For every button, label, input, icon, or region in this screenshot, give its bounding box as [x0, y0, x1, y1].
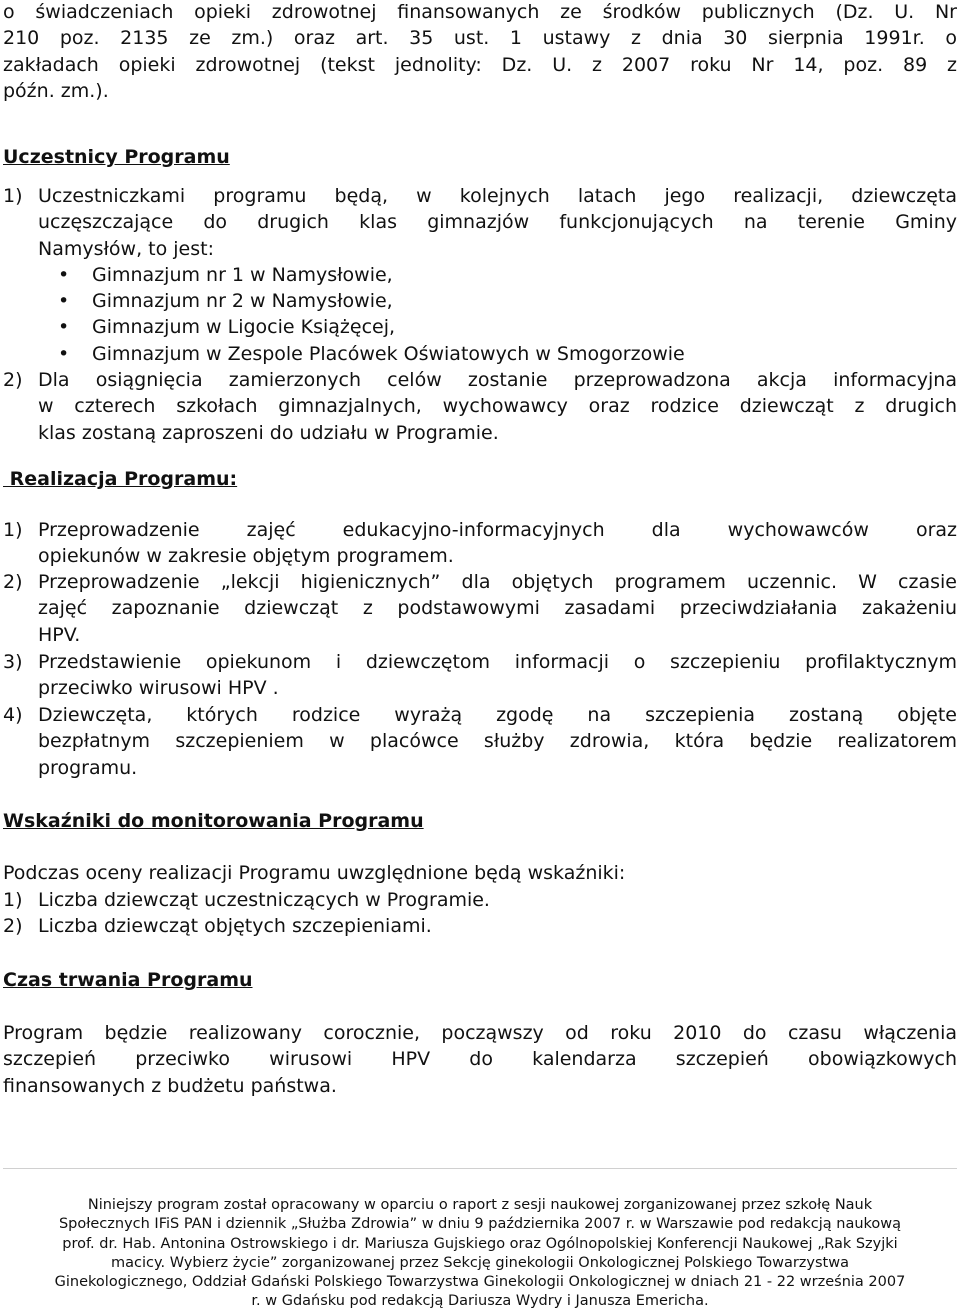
footer-note: [0, 1196, 960, 1312]
realization-item-1: [3, 517, 957, 570]
indicator-item-1: [3, 887, 957, 913]
item-line: Liczba dziewcząt uczestniczących w Programie.: [38, 889, 490, 911]
indicators-intro: [3, 860, 957, 886]
heading-indicators: Wskaźniki do monitorowania Programu: [3, 810, 424, 832]
intro-line: późn. zm.).: [3, 80, 109, 103]
item-number: 2): [3, 915, 23, 937]
item-line: HPV.: [38, 623, 81, 646]
bullet-icon: •: [58, 264, 70, 286]
realization-item-4: [3, 702, 957, 781]
participants-item-1: [3, 183, 957, 262]
item-line: Dla osiągnięcia zamierzonych celów zostanie przeprowadzona akcja informacyjna: [38, 369, 957, 391]
participants-item-2: [3, 367, 957, 446]
heading-duration: Czas trwania Programu: [3, 969, 253, 991]
item-line: programu.: [38, 756, 138, 779]
item-line: Przeprowadzenie „lekcji higienicznych” dla objętych programem uczennic. W czasie: [38, 571, 957, 593]
intro-line: zakładach opieki zdrowotnej (tekst jednolity: Dz. U. z 2007 roku Nr 14, poz. 89 z: [3, 53, 957, 76]
item-line: w czterech szkołach gimnazjalnych, wychowawcy oraz rodzice dziewcząt z drugich: [38, 395, 957, 418]
item-line: Liczba dziewcząt objętych szczepieniami.: [38, 915, 432, 937]
item-line: klas zostaną zaproszeni do udziału w Programie.: [38, 421, 499, 444]
item-number: 4): [3, 704, 23, 726]
item-line: zajęć zapoznanie dziewcząt z podstawowymi zasadami przeciwdziałania zakażeniu: [38, 597, 957, 620]
duration-line: finansowanych z budżetu państwa.: [3, 1074, 337, 1097]
school-name: Gimnazjum w Ligocie Książęcej,: [92, 316, 396, 338]
item-number: 1): [3, 889, 23, 911]
indicators-intro-text: Podczas oceny realizacji Programu uwzględnione będą wskaźniki:: [3, 862, 626, 884]
footer-line: prof. dr. Hab. Antonina Ostrowskiego i dr. Mariusza Gujskiego oraz Ogólnopolskiej Konferencji Naukowej „Rak Szyjki: [62, 1235, 898, 1252]
realization-item-3: [3, 649, 957, 702]
bullet-icon: •: [58, 290, 70, 312]
realization-item-2: [3, 569, 957, 648]
item-number: 2): [3, 571, 23, 593]
intro-paragraph: [3, 0, 957, 105]
item-line: Uczestniczkami programu będą, w kolejnych latach jego realizacji, dziewczęta: [38, 185, 957, 207]
indicator-item-2: [3, 913, 957, 939]
bullet-icon: •: [58, 343, 70, 365]
intro-line: 210 poz. 2135 ze zm.) oraz art. 35 ust. 1 ustawy z dnia 30 sierpnia 1991r. o: [3, 27, 957, 50]
footer-line: Ginekologicznego, Oddział Gdański Polskiego Towarzystwa Ginekologii Onkologicznej w dniach 21 - 22 września 2007: [54, 1274, 906, 1291]
item-line: przeciwko wirusowi HPV .: [38, 677, 279, 700]
item-line: uczęszczające do drugich klas gimnazjów funkcjonujących na terenie Gminy: [38, 211, 957, 234]
school-name: Gimnazjum nr 1 w Namysłowie,: [92, 264, 393, 286]
footer-line: r. w Gdańsku pod redakcją Dariusza Wydry i Janusza Emericha.: [251, 1293, 709, 1310]
duration-line: szczepień przeciwko wirusowi HPV do kalendarza szczepień obowiązkowych: [3, 1048, 957, 1071]
item-line: Przeprowadzenie zajęć edukacyjno-informacyjnych dla wychowawców oraz: [38, 519, 957, 541]
item-line: bezpłatnym szczepieniem w placówce służby zdrowia, która będzie realizatorem: [38, 730, 957, 753]
item-number: 3): [3, 651, 23, 673]
bullet-icon: •: [58, 316, 70, 338]
school-name: Gimnazjum w Zespole Placówek Oświatowych w Smogorzowie: [92, 343, 685, 365]
item-number: 1): [3, 519, 23, 541]
footer-line: Niniejszy program został opracowany w oparciu o raport z sesji naukowej zorganizowanej przez szkołę Nauk: [87, 1197, 873, 1213]
item-line: Dziewczęta, których rodzice wyrażą zgodę na szczepienia zostaną objęte: [38, 704, 957, 726]
footer-line: Społecznych IFiS PAN i dziennik „Służba Zdrowia” w dniu 9 października 2007 r. w Warszawie pod redakcją naukową: [58, 1216, 902, 1233]
duration-paragraph: [3, 1020, 957, 1099]
item-number: 1): [3, 185, 23, 207]
intro-line: o świadczeniach opieki zdrowotnej finansowanych ze środków publicznych (Dz. U. Nr: [3, 1, 957, 23]
item-line: Namysłów, to jest:: [38, 237, 214, 260]
item-line: opiekunów w zakresie objętym programem.: [38, 545, 454, 568]
footer-line: macicy. Wybierz życie” zorganizowanej przez Sekcję ginekologii Onkologicznej Polskiego Towarzystwa: [111, 1254, 849, 1271]
item-line: Przedstawienie opiekunom i dziewczętom informacji o szczepieniu profilaktycznym: [38, 651, 957, 673]
duration-line: Program będzie realizowany corocznie, począwszy od roku 2010 do czasu włączenia: [3, 1022, 957, 1044]
school-name: Gimnazjum nr 2 w Namysłowie,: [92, 290, 393, 312]
item-number: 2): [3, 369, 23, 391]
footer-divider: [3, 1168, 957, 1169]
heading-participants: Uczestnicy Programu: [3, 146, 230, 168]
heading-realization: Realizacja Programu:: [3, 468, 238, 490]
